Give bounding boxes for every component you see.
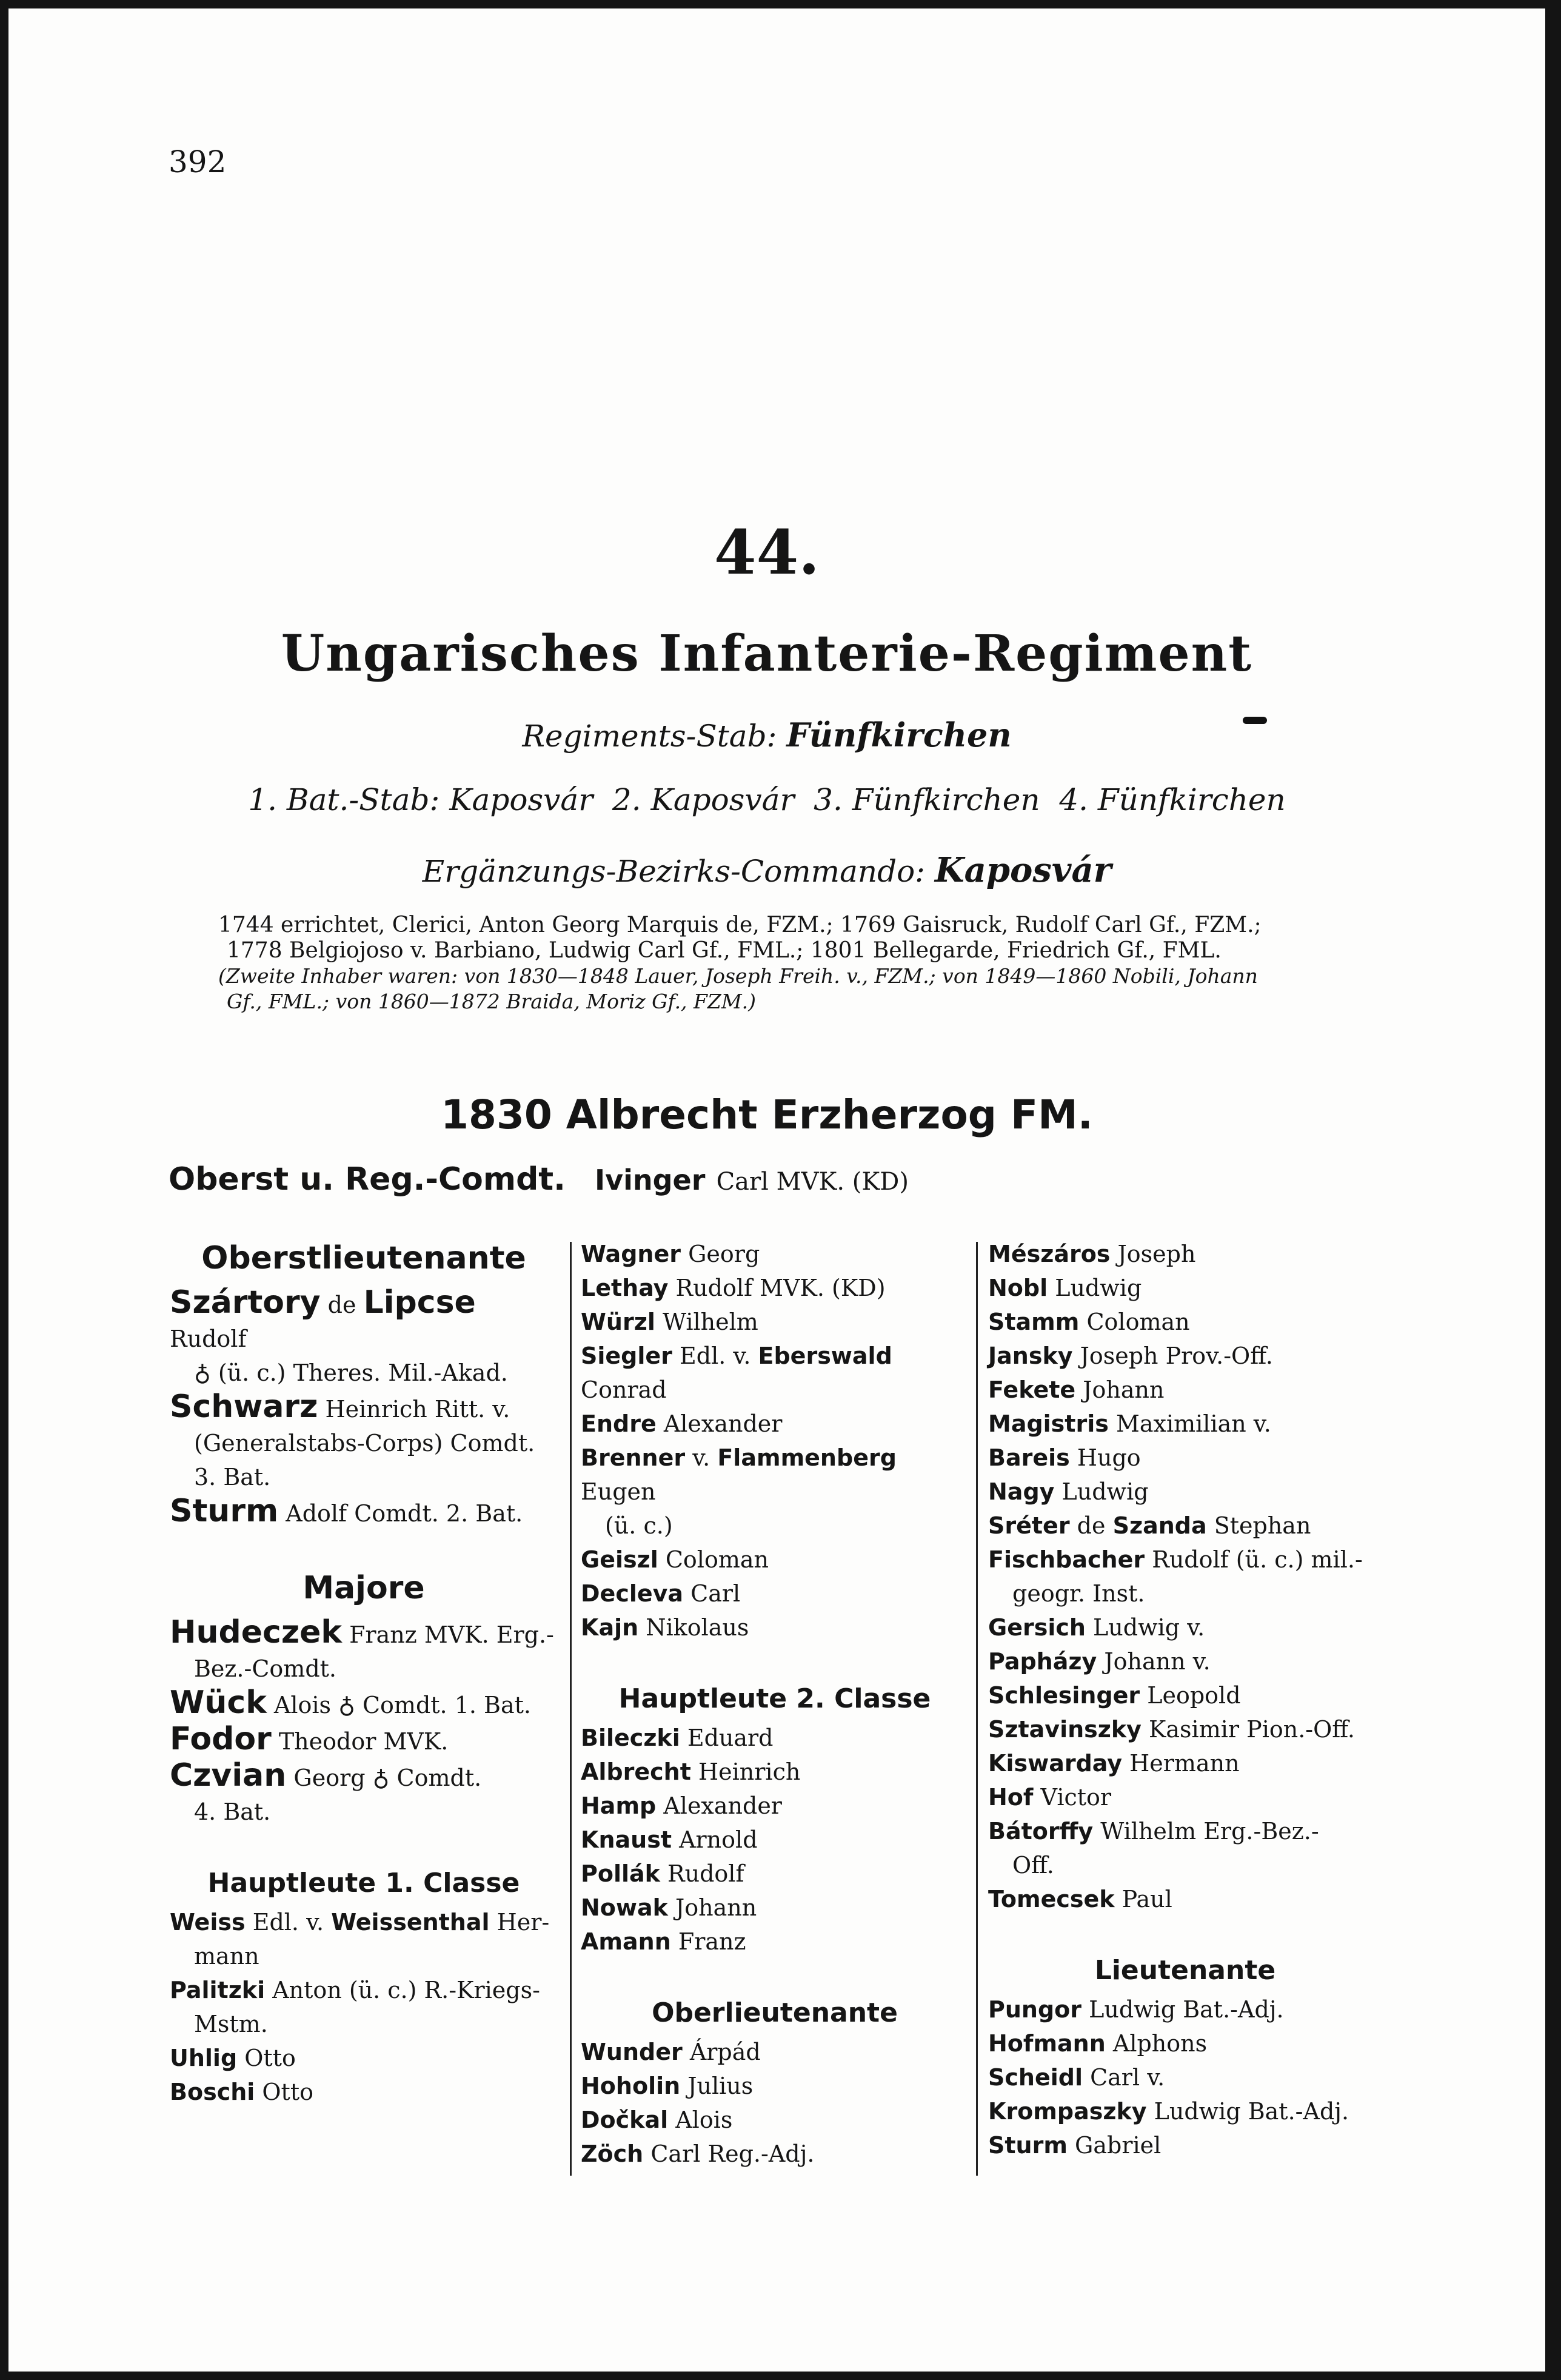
list-item	[581, 1577, 969, 1611]
column-1	[170, 1237, 558, 2109]
history-line: 1778 Belgiojoso v. Barbiano, Ludwig Carl Gf., FML.; 1801 Bellegarde, Friedrich Gf., FML.	[227, 938, 1222, 963]
list	[581, 2035, 969, 2171]
entry-text: Edl. v.	[252, 1909, 324, 1936]
list-item	[170, 1494, 558, 1530]
surname: Krompaszky	[988, 2098, 1147, 2125]
surname: Zöch	[581, 2140, 644, 2167]
surname: Kajn	[581, 1614, 639, 1641]
entry-text: Kasimir Pion.-Off.	[1149, 1716, 1355, 1743]
list-item	[170, 1652, 558, 1686]
surname: Bátorffy	[988, 1818, 1094, 1845]
entry-text: Wilhelm Erg.-Bez.-	[1100, 1818, 1319, 1845]
list-item	[581, 1237, 969, 1271]
surname: Nowak	[581, 1894, 668, 1921]
entry-text: Rudolf	[667, 1860, 744, 1887]
oberst-line	[169, 1161, 909, 1198]
surname: Weiss	[170, 1909, 246, 1936]
entry-text: Joseph	[1117, 1241, 1196, 1267]
entry-text: Johann	[675, 1894, 757, 1921]
column-3	[988, 1237, 1382, 2162]
list-item	[170, 1939, 558, 1973]
list-item	[581, 1789, 969, 1823]
surname: Hoholin	[581, 2073, 681, 2099]
history-line: 1744 errichtet, Clerici, Anton Georg Marquis de, FZM.; 1769 Gaisruck, Rudolf Carl Gf., FZM.;	[218, 913, 1262, 937]
ink-mark	[1243, 717, 1267, 724]
entry-text: Coloman	[1086, 1309, 1190, 1335]
entry-text: Georg	[688, 1241, 760, 1267]
list-item	[988, 1237, 1382, 1271]
entry-text: Coloman	[665, 1546, 769, 1573]
entry-text: (Generalstabs-Corps) Comdt.	[194, 1430, 535, 1456]
list-item	[581, 1543, 969, 1577]
entry-text: Johann	[1083, 1376, 1165, 1403]
oberst-name: Ivinger	[595, 1164, 706, 1196]
surname: Decleva	[581, 1580, 684, 1607]
surname: Papházy	[988, 1648, 1097, 1675]
entry-text: Otto	[244, 2045, 296, 2071]
entry-text: (ü. c.)	[605, 1512, 673, 1539]
entry-text: 4. Bat.	[194, 1798, 271, 1825]
list-item	[581, 2137, 969, 2171]
entry-text: Joseph Prov.-Off.	[1080, 1343, 1273, 1369]
list	[170, 1615, 558, 1829]
surname: Amann	[581, 1928, 671, 1955]
list-item	[581, 1271, 969, 1305]
surname: Schwarz	[170, 1389, 318, 1425]
entry-text: Paul	[1121, 1886, 1172, 1912]
list-item	[988, 2128, 1382, 2162]
entry-text: Alois ♁ Comdt. 1. Bat.	[273, 1692, 531, 1718]
list	[581, 1237, 969, 1644]
surname: Fischbacher	[988, 1546, 1145, 1573]
list-item	[988, 1644, 1382, 1678]
list	[988, 1993, 1382, 2162]
list-item	[988, 1339, 1382, 1373]
entry-text: Conrad	[581, 1376, 667, 1403]
list-item	[988, 2094, 1382, 2128]
list-item	[581, 1611, 969, 1644]
list-item	[170, 1722, 558, 1758]
section-heading: Hauptleute 1. Classe	[207, 1868, 520, 1899]
bat-stab: 1. Bat.-Stab: Kaposvár 2. Kaposvár 3. Fünfkirchen 4. Fünfkirchen	[248, 782, 1286, 817]
entry-text: ♁ (ü. c.) Theres. Mil.-Akad.	[194, 1359, 508, 1386]
list-item	[988, 1848, 1382, 1882]
entry-text: Alexander	[663, 1410, 783, 1437]
list-item	[581, 2069, 969, 2103]
entry-text: Gabriel	[1075, 2132, 1162, 2159]
entry-text: Heinrich	[698, 1758, 801, 1785]
list-item	[988, 2060, 1382, 2094]
section-heading: Lieutenante	[1094, 1955, 1276, 1986]
entry-text: Edl. v.	[680, 1343, 751, 1369]
entry-text: de	[1077, 1512, 1106, 1539]
surname: Würzl	[581, 1309, 655, 1335]
list-item	[170, 1390, 558, 1426]
list-item	[581, 1441, 969, 1509]
list-item	[988, 1577, 1382, 1611]
list-item	[170, 1286, 558, 1356]
list-item	[581, 1891, 969, 1925]
list-item	[988, 1678, 1382, 1712]
entry-text: Theodor MVK.	[278, 1728, 449, 1755]
list-item	[988, 2026, 1382, 2060]
entry-text: Carl v.	[1090, 2064, 1165, 2091]
list-item	[581, 2035, 969, 2069]
surname: Jansky	[988, 1343, 1073, 1369]
list-item	[988, 1611, 1382, 1644]
list-item	[988, 1712, 1382, 1746]
list-item	[988, 1814, 1382, 1848]
surname: Geiszl	[581, 1546, 658, 1573]
section-heading: Oberlieutenante	[652, 1997, 898, 2028]
list-item	[988, 1993, 1382, 2026]
list	[988, 1237, 1382, 1916]
entry-text: de	[327, 1292, 356, 1318]
surname: Pollák	[581, 1860, 660, 1887]
surname: Bileczki	[581, 1725, 680, 1751]
list-item	[170, 1615, 558, 1652]
list-item	[170, 1795, 558, 1829]
entry-text: Alphons	[1112, 2030, 1208, 2057]
stab-place: Fünfkirchen	[786, 716, 1012, 754]
oberst-label: Oberst u. Reg.-Comdt.	[169, 1161, 566, 1198]
list	[170, 1905, 558, 2109]
surname: Lipcse	[363, 1284, 476, 1321]
section-heading: Hauptleute 2. Classe	[618, 1683, 931, 1714]
surname: Nobl	[988, 1275, 1048, 1301]
entry-text: Victor	[1040, 1784, 1112, 1811]
surname: Lethay	[581, 1275, 669, 1301]
surname: Hudeczek	[170, 1614, 342, 1651]
surname: Sturm	[170, 1493, 279, 1529]
entry-text: Off.	[1012, 1852, 1054, 1879]
list-item	[988, 1407, 1382, 1441]
entry-text: Anton (ü. c.) R.-Kriegs-	[272, 1977, 540, 2003]
list-item	[581, 1925, 969, 1959]
surname: Flammenberg	[717, 1444, 897, 1471]
list-item	[170, 1973, 558, 2007]
surname: Magistris	[988, 1410, 1109, 1437]
surname: Mészáros	[988, 1241, 1111, 1267]
surname: Scheidl	[988, 2064, 1083, 2091]
surname: Siegler	[581, 1343, 672, 1369]
entry-text: Arnold	[679, 1826, 758, 1853]
ergaenzung-label: Ergänzungs-Bezirks-Commando:	[422, 854, 926, 889]
surname: Szártory	[170, 1284, 321, 1321]
entry-text: Ludwig Bat.-Adj.	[1089, 1996, 1284, 2023]
list-item	[170, 1905, 558, 1939]
list-item	[988, 1509, 1382, 1543]
list-item	[988, 1373, 1382, 1407]
history-line: Gf., FML.; von 1860—1872 Braida, Moriz Gf., FZM.)	[227, 990, 757, 1013]
regiment-title: Ungarisches Infanterie-Regiment	[281, 625, 1253, 683]
surname: Pungor	[988, 1996, 1082, 2023]
entry-text: Ludwig v.	[1093, 1614, 1205, 1641]
entry-text: v.	[692, 1444, 710, 1471]
surname: Czvian	[170, 1757, 287, 1794]
list-item	[581, 1857, 969, 1891]
entry-text: Ludwig	[1055, 1275, 1142, 1301]
list-item	[581, 1755, 969, 1789]
inhaber: 1830 Albrecht Erzherzog FM.	[441, 1091, 1093, 1138]
surname: Fekete	[988, 1376, 1076, 1403]
list-item	[170, 2007, 558, 2041]
list-item	[170, 1686, 558, 1722]
entry-text: Árpád	[689, 2039, 761, 2065]
list-item	[988, 1746, 1382, 1780]
entry-text: Bez.-Comdt.	[194, 1655, 337, 1682]
surname: Knaust	[581, 1826, 672, 1853]
history-line: (Zweite Inhaber waren: von 1830—1848 Lauer, Joseph Freih. v., FZM.; von 1849—1860 Nobili, Johann	[218, 964, 1258, 988]
list-item	[581, 1721, 969, 1755]
list	[581, 1721, 969, 1959]
list-item	[988, 1882, 1382, 1916]
surname: Hamp	[581, 1792, 657, 1819]
column-divider	[570, 1242, 572, 2176]
entry-text: Ludwig Bat.-Adj.	[1154, 2098, 1349, 2125]
entry-text: Hermann	[1129, 1750, 1240, 1777]
surname: Wagner	[581, 1241, 681, 1267]
ergaenzung-place: Kaposvár	[934, 850, 1112, 890]
surname: Fodor	[170, 1721, 272, 1757]
surname: Hofmann	[988, 2030, 1106, 2057]
entry-text: Stephan	[1214, 1512, 1311, 1539]
entry-text: Rudolf	[170, 1326, 247, 1352]
entry-text: Julius	[687, 2073, 754, 2099]
list-item	[170, 1426, 558, 1460]
surname: Dočkal	[581, 2107, 669, 2133]
surname: Albrecht	[581, 1758, 691, 1785]
entry-text: geogr. Inst.	[1012, 1580, 1145, 1607]
entry-text: Hugo	[1077, 1444, 1141, 1471]
column-divider	[976, 1242, 978, 2176]
surname: Bareis	[988, 1444, 1070, 1471]
list-item	[988, 1305, 1382, 1339]
surname: Sréter	[988, 1512, 1070, 1539]
surname: Stamm	[988, 1309, 1080, 1335]
entry-text: Leopold	[1147, 1682, 1241, 1709]
entry-text: Adolf Comdt. 2. Bat.	[286, 1500, 523, 1527]
surname: Sztavinszky	[988, 1716, 1142, 1743]
history-block	[218, 913, 1334, 1014]
surname: Eberswald	[758, 1343, 892, 1369]
entry-text: 3. Bat.	[194, 1464, 271, 1490]
surname: Wunder	[581, 2039, 683, 2065]
surname: Kiswarday	[988, 1750, 1123, 1777]
entry-text: Carl Reg.-Adj.	[650, 2140, 815, 2167]
surname: Uhlig	[170, 2045, 238, 2071]
entry-text: Wilhelm	[662, 1309, 758, 1335]
surname: Palitzki	[170, 1977, 266, 2003]
list-item	[170, 1758, 558, 1795]
oberst-rest: Carl MVK. (KD)	[716, 1168, 909, 1196]
list-item	[581, 1407, 969, 1441]
list-item	[581, 1823, 969, 1857]
list-item	[170, 2075, 558, 2109]
surname: Hof	[988, 1784, 1034, 1811]
surname: Tomecsek	[988, 1886, 1115, 1912]
surname: Gersich	[988, 1614, 1086, 1641]
surname: Nagy	[988, 1478, 1055, 1505]
list-item	[170, 1460, 558, 1494]
list-item	[988, 1543, 1382, 1577]
list-item	[988, 1780, 1382, 1814]
entry-text: Ludwig	[1061, 1478, 1149, 1505]
list-item	[988, 1271, 1382, 1305]
regiments-stab	[0, 716, 1534, 754]
list	[170, 1286, 558, 1530]
entry-text: Otto	[262, 2079, 313, 2105]
entry-text: Georg ♁ Comdt.	[293, 1765, 482, 1791]
ergaenzung-commando	[0, 850, 1534, 890]
list-item	[581, 1339, 969, 1407]
column-2	[581, 1237, 969, 2171]
surname: Wück	[170, 1684, 267, 1721]
surname: Brenner	[581, 1444, 686, 1471]
entry-text: Carl	[690, 1580, 741, 1607]
entry-text: Mstm.	[194, 2011, 268, 2037]
list-item	[170, 2041, 558, 2075]
page-number: 392	[169, 144, 227, 179]
entry-text: Her-	[496, 1909, 550, 1936]
list-item	[170, 1356, 558, 1390]
entry-text: Alois	[675, 2107, 733, 2133]
surname: Szanda	[1112, 1512, 1207, 1539]
entry-text: Johann v.	[1104, 1648, 1211, 1675]
entry-text: Eugen	[581, 1478, 656, 1505]
stab-label: Regiments-Stab:	[522, 719, 777, 754]
entry-text: Franz MVK. Erg.-	[349, 1621, 554, 1648]
list-item	[581, 1509, 969, 1543]
list-item	[988, 1475, 1382, 1509]
entry-text: Eduard	[687, 1725, 774, 1751]
entry-text: Nikolaus	[646, 1614, 749, 1641]
entry-text: Heinrich Ritt. v.	[325, 1396, 510, 1423]
section-heading: Oberstlieutenante	[201, 1240, 526, 1276]
entry-text: Alexander	[663, 1792, 782, 1819]
entry-text: Franz	[678, 1928, 746, 1955]
surname: Endre	[581, 1410, 657, 1437]
surname: Schlesinger	[988, 1682, 1140, 1709]
surname: Sturm	[988, 2132, 1068, 2159]
entry-text: Maximilian v.	[1115, 1410, 1271, 1437]
list-item	[581, 1305, 969, 1339]
list-item	[581, 2103, 969, 2137]
entry-text: Rudolf (ü. c.) mil.-	[1152, 1546, 1363, 1573]
surname: Boschi	[170, 2079, 255, 2105]
entry-text: Rudolf MVK. (KD)	[675, 1275, 886, 1301]
entry-text: mann	[194, 1943, 259, 1969]
section-heading: Majore	[303, 1570, 425, 1606]
list-item	[988, 1441, 1382, 1475]
surname: Weissenthal	[331, 1909, 490, 1936]
regiment-number: 44.	[714, 517, 820, 588]
